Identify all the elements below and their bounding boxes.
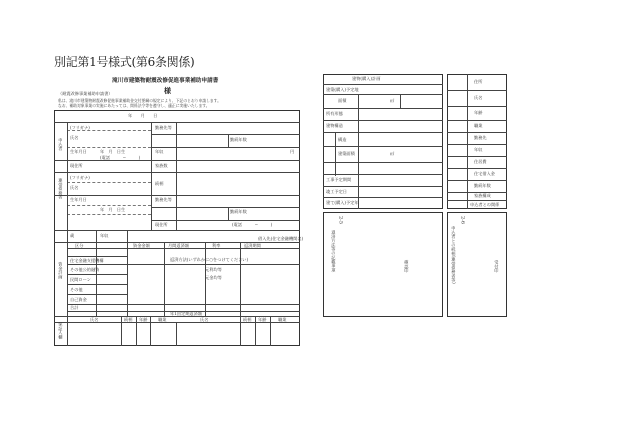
g-col-age-2: 年齢: [258, 317, 267, 322]
g-col-age-1: 年齢: [139, 317, 148, 322]
fund-row-5: 自己資金: [70, 297, 87, 302]
p-row-3: 年齢: [474, 110, 483, 115]
b-row-5: 建築面積: [338, 151, 355, 156]
p-row-5: 勤務先: [474, 135, 487, 140]
co-furigana-label: (フリガナ): [70, 175, 90, 180]
b-row-6: 工事予定期間: [326, 177, 352, 182]
fund-row-4: その他: [70, 287, 83, 292]
fund-row-2: その他公的融資: [70, 267, 100, 272]
g-col-job-2: 職業: [278, 317, 287, 322]
memo-left-label: 返済方法等の記載事項: [331, 230, 337, 272]
co-name-label: 氏名: [70, 185, 79, 190]
address-label: 現住所: [70, 163, 83, 168]
p-row-9: 勤続年数: [474, 183, 491, 188]
col-fund: 資金金額: [133, 243, 150, 248]
col-kind: 区分: [75, 243, 84, 248]
memo-label-2: 受付印: [494, 260, 500, 273]
memo-right-label: 申込者との続柄(連帯債務者等): [451, 226, 457, 284]
p-row-6: 年収: [474, 147, 483, 152]
form-stamp: 様: [164, 86, 171, 95]
p-row-8: 住宅借入金: [474, 171, 495, 176]
income-label: 年収: [155, 149, 164, 154]
b-row-2: 所有形態: [326, 111, 343, 116]
applicant-section: 申込者: [58, 138, 64, 151]
co-employment-label: 勤続年数: [230, 209, 247, 214]
building-location: 建築(購入)予定地: [326, 87, 359, 92]
p-row-11: 申込者との関係: [470, 202, 500, 207]
co-birth-label: 生年月日: [70, 197, 87, 202]
repay-opt-2: 元金均等: [205, 275, 222, 280]
col-repay: 月間返済額: [168, 243, 189, 248]
form-note: なお、補助対象事業の実施にあたっては、関係法令等を遵守し、適正に実施いたします。: [58, 103, 210, 108]
name-label: 氏名: [70, 135, 79, 140]
fund-section: 資金計画: [58, 262, 64, 279]
repay-opt-1: 元利均等: [205, 267, 222, 272]
col-period: 返済期間: [244, 243, 261, 248]
fund-row-6: 合計: [70, 305, 79, 310]
building-title: 建物(購入)計画: [352, 76, 381, 81]
memo-label-1: 確認印: [404, 260, 410, 273]
phone-label: (電話 − ): [100, 155, 141, 160]
g-col-rel-2: 続柄: [243, 317, 252, 322]
b-row-1: 面積: [338, 98, 347, 103]
furigana-label: (フリガナ): [70, 125, 90, 130]
co-age-label: 歳: [70, 233, 75, 238]
co-address-label: 現住所: [155, 222, 168, 227]
co-phone-label: (電話 − ): [232, 222, 273, 227]
yen-unit: 円: [290, 149, 295, 154]
fund-row-1: 住宅金融支援機構: [70, 258, 104, 263]
form-intro: 私は、滝川市建築物耐震改修促進事業補助金交付要綱の規定により、下記のとおり申請します。: [58, 98, 221, 103]
co-income-label: 年収: [100, 233, 109, 238]
b-unit-2: ㎡: [390, 151, 395, 156]
col-rate: 利率: [212, 243, 221, 248]
p-row-4: 職業: [474, 123, 483, 128]
p-row-1: 住所: [474, 79, 483, 84]
g-col-name-1: 氏名: [90, 317, 99, 322]
b-row-7: 竣工予定日: [326, 189, 347, 194]
p-row-2: 氏名: [474, 95, 483, 100]
col-bank: 借入先(住宅金融機関名): [258, 236, 304, 241]
b-row-8: 建て(購入)予定年: [326, 200, 359, 205]
form-title: 滝川市建築物耐震改修促進事業補助申請書: [112, 78, 219, 84]
birth-ymd: 年 月 日生: [100, 149, 126, 154]
guarantor-section: 保証人欄: [58, 322, 64, 339]
birth-label: 生年月日: [70, 149, 87, 154]
work-label: 勤務先等: [155, 125, 172, 130]
g-col-job-1: 職業: [158, 317, 167, 322]
b-unit-1: ㎡: [390, 98, 395, 103]
g-col-name-2: 氏名: [200, 317, 209, 322]
b-row-4: 構造: [338, 137, 347, 142]
memo-mark-1: 2-5: [337, 216, 344, 225]
p-row-7: 住居費: [474, 159, 487, 164]
family-label: 家族数: [155, 163, 168, 168]
co-work-label: 勤務先等: [155, 197, 172, 202]
memo-mark-2: 2-6: [459, 216, 466, 225]
p-row-10: 家族構成: [474, 193, 491, 198]
co-relation-label: 続柄: [155, 181, 164, 186]
g-col-rel-1: 続柄: [124, 317, 133, 322]
repay-note: 返済方法(いずれかに○をつけてください): [170, 257, 249, 262]
page-header: 別記第1号様式(第6条関係): [54, 55, 195, 69]
co-birth-ymd: 年 月 日生: [100, 207, 126, 212]
fund-row-3: 民間ローン: [70, 277, 91, 282]
form-date: 年 月 日: [128, 113, 158, 118]
b-row-3: 建物構造: [326, 123, 343, 128]
employment-label: 勤続年数: [230, 137, 247, 142]
memo-box-left: [323, 212, 443, 317]
total-label: 年1回定期返済額: [170, 311, 202, 316]
form-subtitle: （耐震改修事業補助申請書）: [58, 91, 113, 96]
co-applicant-section: 連帯債務者: [58, 178, 64, 199]
